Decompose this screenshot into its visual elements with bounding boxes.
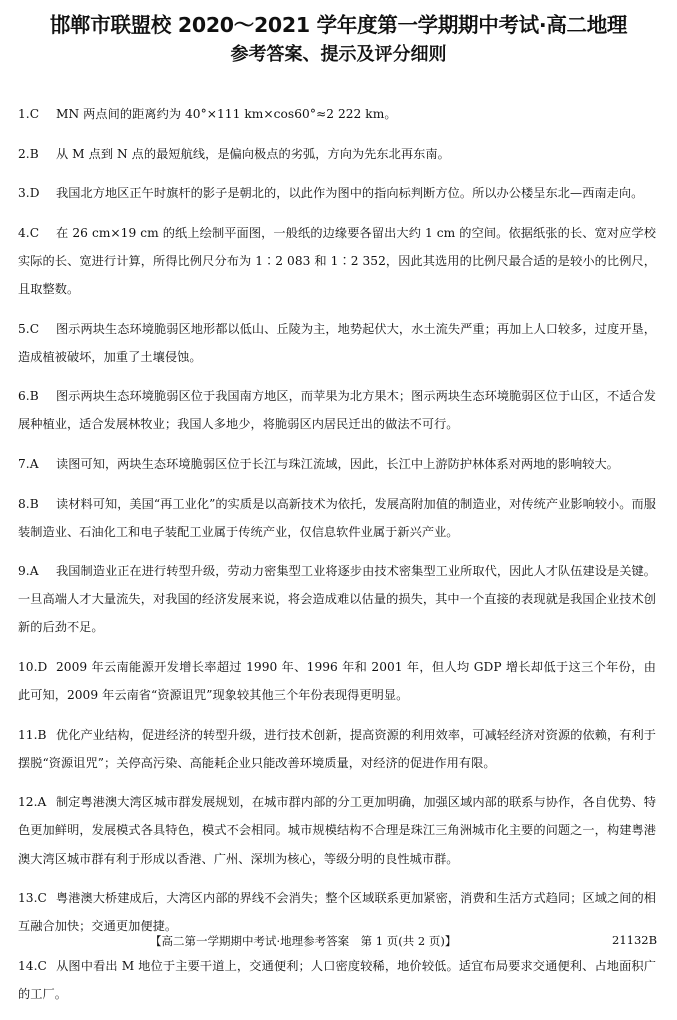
page-subtitle: 参考答案、提示及评分细则	[230, 44, 447, 65]
answer-number: 9.A	[18, 564, 39, 579]
answer-explanation: 优化产业结构，促进经济的转型升级，进行技术创新，提高资源的利用效率，可减轻经济对资源的依赖，有利于摆脱“资源诅咒”；关停高污染、高能耗企业只能改善环境质量，对经济的促进作用有限。	[18, 727, 656, 770]
answer-item	[18, 100, 656, 128]
answer-item	[18, 721, 656, 777]
answer-explanation: 制定粤港澳大湾区城市群发展规划，在城市群内部的分工更加明确，加强区域内部的联系与协作，各自优势、特色更加鲜明，发展模式各具特色，模式不会相同。城市规模结构不合理是珠江三角洲城市化主要的问题之一，构建粤港澳大湾区城市群有利于形成以香港、广州、深圳为核心，等级分明的良性城市群。	[18, 795, 656, 866]
answer-number: 12.A	[18, 795, 47, 810]
answer-number: 10.D	[18, 660, 48, 674]
answer-explanation: 图示两块生态环境脆弱区地形都以低山、丘陵为主，地势起伏大，水土流失严重；再加上人口较多，过度开垦，造成植被破坏，加重了土壤侵蚀。	[18, 321, 656, 364]
answer-explanation: 图示两块生态环境脆弱区位于我国南方地区，而苹果为北方果木；图示两块生态环境脆弱区位于山区，不适合发展种植业，适合发展林牧业；我国人多地少，将脆弱区内居民迁出的做法不可行。	[18, 389, 656, 432]
answer-list	[18, 100, 656, 1020]
answer-number: 3.D	[18, 186, 40, 201]
answer-number: 2.B	[18, 146, 39, 161]
answer-explanation: 2009 年云南能源开发增长率超过 1990 年、1996 年和 2001 年，但人均 GDP 增长却低于这三个年份，由此可知，2009 年云南省“资源诅咒”现象较其他三个年份表现得更明显。	[18, 660, 656, 703]
answer-number: 14.C	[18, 958, 47, 973]
answer-item	[18, 952, 656, 1008]
answer-number: 6.B	[18, 389, 39, 404]
answer-item	[18, 788, 656, 872]
answer-explanation: 读图可知，两块生态环境脆弱区位于长江与珠江流域，因此，长江中上游防护林体系对两地的影响较大。	[56, 456, 619, 471]
answer-item	[18, 884, 656, 940]
answer-item	[18, 219, 656, 303]
answer-item	[18, 315, 656, 371]
answer-explanation: 从 M 点到 N 点的最短航线，是偏向极点的劣弧，方向为先东北再东南。	[56, 146, 450, 161]
answer-number: 4.C	[18, 225, 40, 240]
answer-explanation: 读材料可知，美国“再工业化”的实质是以高新技术为依托，发展高附加值的制造业，对传统产业影响较小。而服装制造业、石油化工和电子装配工业属于传统产业，仅信息软件业属于新兴产业。	[18, 496, 656, 539]
answer-item	[18, 557, 656, 641]
footer-doc-code: 21132B	[612, 933, 658, 947]
answer-number: 1.C	[18, 107, 40, 121]
answer-number: 13.C	[18, 891, 47, 906]
answer-number: 11.B	[18, 727, 47, 742]
answer-explanation: MN 两点间的距离约为 40°×111 km×cos60°≈2 222 km。	[56, 107, 397, 121]
answer-number: 5.C	[18, 321, 40, 336]
answer-number: 7.A	[18, 456, 39, 471]
answer-item	[18, 450, 656, 478]
answer-explanation: 我国北方地区正午时旗杆的影子是朝北的，以此作为图中的指向标判断方位。所以办公楼呈东北—西南走向。	[56, 186, 644, 201]
answer-item	[18, 179, 656, 207]
answer-number: 8.B	[18, 496, 39, 511]
answer-item	[18, 382, 656, 438]
answer-explanation: 粤港澳大桥建成后，大湾区内部的界线不会消失；整个区域联系更加紧密，消费和生活方式趋同；区域之间的相互融合加快；交通更加便捷。	[18, 891, 656, 934]
answer-explanation: 从图中看出 M 地位于主要干道上，交通便利；人口密度较稀，地价较低。适宜布局要求交通便利、占地面积广的工厂。	[18, 958, 656, 1001]
answer-explanation: 我国制造业正在进行转型升级，劳动力密集型工业将逐步由技术密集型工业所取代，因此人才队伍建设是关键。一旦高端人才大量流失，对我国的经济发展来说，将会造成难以估量的损失，其中一个直接的表现就是我国企业技术创新的后劲不足。	[18, 564, 656, 635]
answer-item	[18, 140, 656, 168]
footer-page-info: 【高二第一学期期中考试·地理参考答案 第 1 页(共 2 页)】	[150, 934, 457, 948]
answer-item	[18, 490, 656, 546]
page-title: 邯郸市联盟校 2020～2021 学年度第一学期期中考试·高二地理	[49, 13, 628, 37]
answer-item	[18, 653, 656, 709]
answer-explanation: 在 26 cm×19 cm 的纸上绘制平面图，一般纸的边缘要各留出大约 1 cm 的空间。依据纸张的长、宽对应学校实际的长、宽进行计算，所得比例尺分布为 1∶2 083 和 1∶2 352，因此其选用的比例尺最合适的是较小的比例尺，且取整数。	[18, 225, 656, 296]
